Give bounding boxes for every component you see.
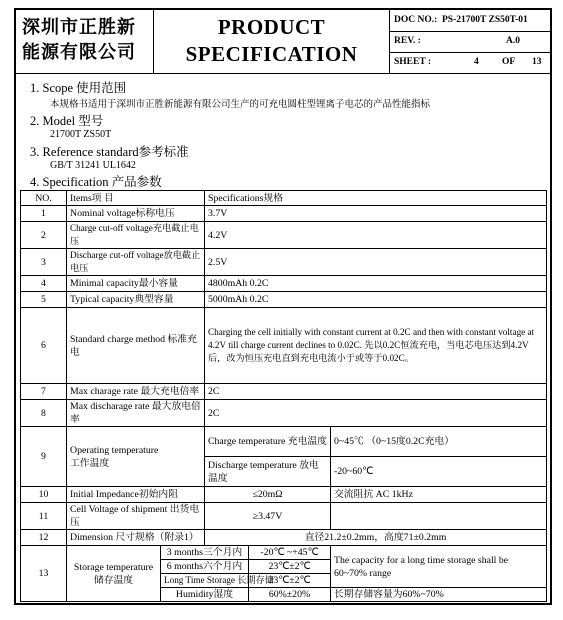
storage-temp-label-cn: 储存温度 xyxy=(93,574,134,586)
row-spec: 3.7V xyxy=(205,206,547,222)
row-spec: 2C xyxy=(205,400,547,427)
company-name-line2: 能源有限公司 xyxy=(22,42,136,63)
row-spec: Charging the cell initially with constant current at 0.2C and then with constant voltage at 4.2V till charge current declines to 0.02C. 先以0.2C恒流充电，当电芯电压达到4.2V后，改为恒压充电直到充电电流小于或等于0.02C。 xyxy=(205,308,547,384)
storage-temp-label: Storage temperature xyxy=(73,561,154,573)
row-spec: 4.2V xyxy=(205,222,547,249)
table-row xyxy=(21,276,547,292)
row-item xyxy=(67,427,205,487)
col-header-items: Items项 目 xyxy=(67,191,205,206)
rev-row xyxy=(390,31,550,53)
company-name xyxy=(16,10,154,73)
row-item: Initial Impedance初始内阻 xyxy=(67,487,205,503)
operating-temp-label: Operating temperature xyxy=(70,444,159,456)
scope-heading: 1. Scope 使用范围 xyxy=(30,81,127,95)
sheet-value: 4 xyxy=(474,57,479,67)
storage-period: 6 months六个月内 xyxy=(161,560,249,574)
storage-value: 23℃±2℃ xyxy=(249,560,331,574)
table-row xyxy=(21,249,547,276)
storage-period: Long Time Storage 长期存储 xyxy=(161,574,249,588)
shipment-voltage-value: ≥3.47V xyxy=(205,503,331,530)
spec-table xyxy=(20,190,547,602)
reference-text: GB/T 31241 UL1642 xyxy=(50,160,136,171)
doc-no-label: DOC NO.: xyxy=(394,15,438,25)
doc-no-value: PS-21700T ZS50T-01 xyxy=(442,15,528,25)
row-no: 12 xyxy=(21,530,67,546)
row-item: Charge cut-off voltage充电截止电压 xyxy=(67,222,205,249)
table-row xyxy=(21,546,547,560)
table-row xyxy=(21,530,547,546)
row-item: Dimension 尺寸规格（附录1） xyxy=(67,530,205,546)
table-header-row xyxy=(21,191,547,206)
row-no: 6 xyxy=(21,308,67,384)
sheet-row xyxy=(390,52,550,73)
table-row xyxy=(21,427,547,457)
empty-cell xyxy=(331,503,547,530)
charge-temp-label: Charge temperature 充电温度 xyxy=(205,427,331,457)
charge-temp-value: 0~45℃ （0~15度0.2C充电） xyxy=(331,427,547,457)
scope-text: 本规格书适用于深圳市正胜新能源有限公司生产的可充电圆柱型锂离子电芯的产品性能指标 xyxy=(50,99,431,110)
row-item xyxy=(67,546,161,602)
row-no: 11 xyxy=(21,503,67,530)
of-label: OF xyxy=(502,57,516,67)
storage-value: 23℃±2℃ xyxy=(249,574,331,588)
row-spec: 2.5V xyxy=(205,249,547,276)
discharge-temp-label: Discharge temperature 放电温度 xyxy=(205,457,331,487)
row-no: 3 xyxy=(21,249,67,276)
row-no: 10 xyxy=(21,487,67,503)
row-no: 13 xyxy=(21,546,67,602)
table-row xyxy=(21,503,547,530)
section-specification xyxy=(30,172,162,190)
operating-temp-label-cn: 工作温度 xyxy=(70,457,110,469)
impedance-value: ≤20mΩ xyxy=(205,487,331,503)
doc-no-row xyxy=(390,10,550,32)
row-spec: 4800mAh 0.2C xyxy=(205,276,547,292)
humidity-note: 长期存储容量为60%~70% xyxy=(331,588,547,602)
row-no: 8 xyxy=(21,400,67,427)
sheet-label: SHEET : xyxy=(394,57,432,67)
document-meta xyxy=(390,10,550,73)
row-item: Typical capacity典型容量 xyxy=(67,292,205,308)
document-header xyxy=(16,10,550,74)
document-title xyxy=(154,10,390,73)
col-header-no: NO. xyxy=(21,191,67,206)
section-reference xyxy=(30,142,189,171)
row-item: Standard charge method 标准充电 xyxy=(67,308,205,384)
row-no: 5 xyxy=(21,292,67,308)
of-value: 13 xyxy=(532,57,542,67)
model-text: 21700T ZS50T xyxy=(50,129,112,140)
table-row xyxy=(21,308,547,384)
model-heading: 2. Model 型号 xyxy=(30,114,104,128)
row-item: Max discharage rate 最大放电倍率 xyxy=(67,400,205,427)
row-spec: 5000mAh 0.2C xyxy=(205,292,547,308)
spec-page xyxy=(14,8,552,605)
title-line1: PRODUCT xyxy=(217,15,326,39)
specification-heading: 4. Specification 产品参数 xyxy=(30,175,162,189)
row-no: 7 xyxy=(21,384,67,400)
row-no: 9 xyxy=(21,427,67,487)
section-scope xyxy=(30,78,430,110)
section-model xyxy=(30,111,111,140)
row-spec: 2C xyxy=(205,384,547,400)
rev-label: REV. : xyxy=(394,36,421,46)
dimension-value: 直径21.2±0.2mm，高度71±0.2mm xyxy=(205,530,547,546)
humidity-value: 60%±20% xyxy=(249,588,331,602)
row-item: Cell Voltage of shipment 出货电压 xyxy=(67,503,205,530)
impedance-note: 交流阻抗 AC 1kHz xyxy=(331,487,547,503)
row-item: Discharge cut-off voltage放电截止电压 xyxy=(67,249,205,276)
row-no: 2 xyxy=(21,222,67,249)
company-name-line1: 深圳市正胜新 xyxy=(22,17,136,38)
table-row xyxy=(21,292,547,308)
table-row xyxy=(21,400,547,427)
row-no: 1 xyxy=(21,206,67,222)
row-item: Minimal capacity最小容量 xyxy=(67,276,205,292)
table-row xyxy=(21,487,547,503)
table-row xyxy=(21,206,547,222)
col-header-spec: Specifications规格 xyxy=(205,191,547,206)
reference-heading: 3. Reference standard参考标准 xyxy=(30,145,189,159)
storage-period: 3 months三个月内 xyxy=(161,546,249,560)
title-line2: SPECIFICATION xyxy=(185,42,358,66)
discharge-temp-value: -20~60℃ xyxy=(331,457,547,487)
row-no: 4 xyxy=(21,276,67,292)
humidity-label: Humidity湿度 xyxy=(161,588,249,602)
table-row xyxy=(21,384,547,400)
storage-note: The capacity for a long time storage shall be 60~70% range xyxy=(331,546,547,588)
rev-value: A.0 xyxy=(506,36,520,46)
row-item: Max charage rate 最大充电倍率 xyxy=(67,384,205,400)
storage-value: -20℃ ~+45℃ xyxy=(249,546,331,560)
table-row xyxy=(21,222,547,249)
row-item: Nominal voltage标称电压 xyxy=(67,206,205,222)
